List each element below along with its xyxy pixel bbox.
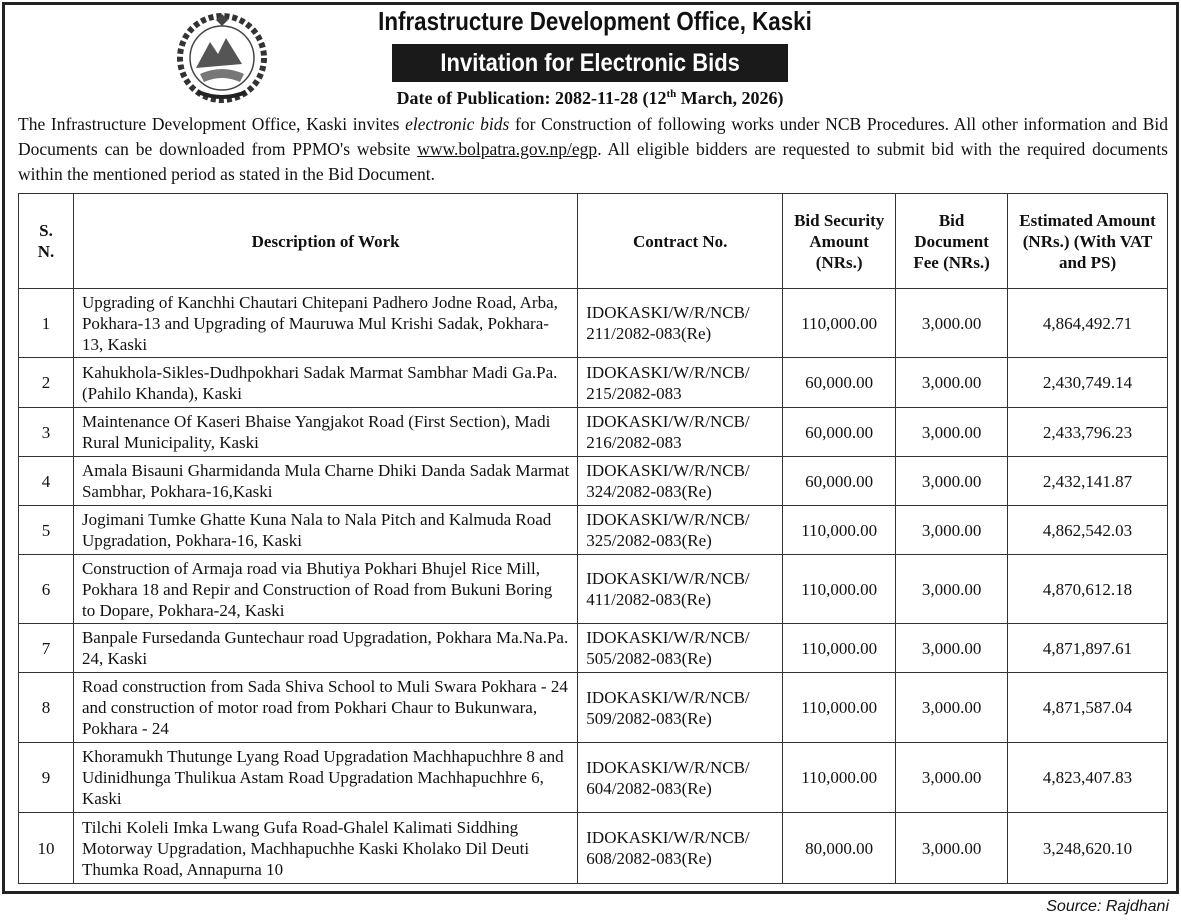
contract-cell: IDOKASKI/W/R/NCB/ 216/2082-083 xyxy=(578,408,783,457)
pubdate-suffix: March, 2026) xyxy=(676,88,784,108)
bid-security-cell: 60,000.00 xyxy=(783,358,896,408)
sn-cell: 8 xyxy=(19,673,74,743)
sn-cell: 4 xyxy=(19,457,74,506)
contract-cell: IDOKASKI/W/R/NCB/ 324/2082-083(Re) xyxy=(578,457,783,506)
bid-security-cell: 80,000.00 xyxy=(783,813,896,884)
contract-cell: IDOKASKI/W/R/NCB/ 211/2082-083(Re) xyxy=(578,289,783,358)
intro-text-1: The Infrastructure Development Office, Kaski invites xyxy=(18,114,406,134)
fee-cell: 3,000.00 xyxy=(896,457,1008,506)
estimate-cell: 4,864,492.71 xyxy=(1008,289,1168,358)
description-cell: Tilchi Koleli Imka Lwang Gufa Road-Ghalel Kalimati Siddhing Motorway Upgradation, Machhapuchhe Kaski Kholako Dil Deuti Thumka Road, Annapurna 10 xyxy=(73,813,577,884)
sn-cell: 10 xyxy=(19,813,74,884)
description-cell: Banpale Fursedanda Guntechaur road Upgradation, Pokhara Ma.Na.Pa. 24, Kaski xyxy=(73,624,577,673)
table-row xyxy=(19,624,1168,673)
table-row xyxy=(19,813,1168,884)
bid-security-cell: 110,000.00 xyxy=(783,624,896,673)
contract-cell: IDOKASKI/W/R/NCB/ 325/2082-083(Re) xyxy=(578,506,783,555)
table-row xyxy=(19,289,1168,358)
contract-cell: IDOKASKI/W/R/NCB/ 215/2082-083 xyxy=(578,358,783,408)
fee-cell: 3,000.00 xyxy=(896,673,1008,743)
estimate-cell: 2,432,141.87 xyxy=(1008,457,1168,506)
contract-cell: IDOKASKI/W/R/NCB/ 411/2082-083(Re) xyxy=(578,555,783,624)
table-row xyxy=(19,358,1168,408)
contract-cell: IDOKASKI/W/R/NCB/ 608/2082-083(Re) xyxy=(578,813,783,884)
intro-italic: electronic bids xyxy=(405,114,510,134)
intro-paragraph xyxy=(18,112,1168,187)
header-contract: Contract No. xyxy=(578,194,783,289)
bid-security-cell: 60,000.00 xyxy=(783,457,896,506)
office-title: Infrastructure Development Office, Kaski xyxy=(378,6,812,36)
bolpatra-link[interactable]: www.bolpatra.gov.np/egp xyxy=(417,139,598,159)
table-row xyxy=(19,408,1168,457)
estimate-cell: 4,823,407.83 xyxy=(1008,743,1168,813)
description-cell: Maintenance Of Kaseri Bhaise Yangjakot Road (First Section), Madi Rural Municipality, Kaski xyxy=(73,408,577,457)
sn-cell: 5 xyxy=(19,506,74,555)
nepal-emblem-icon xyxy=(176,12,268,104)
estimate-cell: 4,870,612.18 xyxy=(1008,555,1168,624)
invitation-banner xyxy=(392,44,788,82)
fee-cell: 3,000.00 xyxy=(896,506,1008,555)
description-cell: Kahukhola-Sikles-Dudhpokhari Sadak Marmat Sambhar Madi Ga.Pa. (Pahilo Khanda), Kaski xyxy=(73,358,577,408)
publication-date xyxy=(300,88,880,109)
estimate-cell: 4,871,897.61 xyxy=(1008,624,1168,673)
description-cell: Construction of Armaja road via Bhutiya Pokhari Bhujel Rice Mill, Pokhara 18 and Repir and Construction of Road from Bukuni Boring to Dopare, Pokhara-24, Kaski xyxy=(73,555,577,624)
intro-text-2: for Construction of following works under NCB Procedures. All other information and Bid Documents can be downloaded from PPMO's website xyxy=(18,114,1168,159)
fee-cell: 3,000.00 xyxy=(896,624,1008,673)
contract-cell: IDOKASKI/W/R/NCB/ 604/2082-083(Re) xyxy=(578,743,783,813)
table-row xyxy=(19,743,1168,813)
contract-cell: IDOKASKI/W/R/NCB/ 509/2082-083(Re) xyxy=(578,673,783,743)
description-cell: Khoramukh Thutunge Lyang Road Upgradation Machhapuchhre 8 and Udinidhunga Thulikua Astam Road Upgradation Machhapuchhre 6, Kaski xyxy=(73,743,577,813)
bid-security-cell: 60,000.00 xyxy=(783,408,896,457)
sn-cell: 6 xyxy=(19,555,74,624)
bid-security-cell: 110,000.00 xyxy=(783,289,896,358)
pubdate-sup: th xyxy=(666,88,677,100)
description-cell: Road construction from Sada Shiva School to Muli Swara Pokhara - 24 and construction of motor road from Pokhari Chaur to Bukunwara, Pokhara - 24 xyxy=(73,673,577,743)
description-cell: Upgrading of Kanchhi Chautari Chitepani Padhero Jodne Road, Arba, Pokhara-13 and Upgrading of Mauruwa Mul Krishi Sadak, Pokhara-13, Kaski xyxy=(73,289,577,358)
header-fee: Bid Document Fee (NRs.) xyxy=(896,194,1008,289)
bids-table xyxy=(18,193,1168,884)
source-credit: Source: Rajdhani xyxy=(1046,898,1169,915)
fee-cell: 3,000.00 xyxy=(896,555,1008,624)
fee-cell: 3,000.00 xyxy=(896,289,1008,358)
description-cell: Amala Bisauni Gharmidanda Mula Charne Dhiki Danda Sadak Marmat Sambhar, Pokhara-16,Kaski xyxy=(73,457,577,506)
header-sn: S. N. xyxy=(19,194,74,289)
sn-cell: 9 xyxy=(19,743,74,813)
sn-cell: 1 xyxy=(19,289,74,358)
sn-cell: 2 xyxy=(19,358,74,408)
table-row xyxy=(19,555,1168,624)
bid-security-cell: 110,000.00 xyxy=(783,673,896,743)
header-bid-security: Bid Security Amount (NRs.) xyxy=(783,194,896,289)
contract-cell: IDOKASKI/W/R/NCB/ 505/2082-083(Re) xyxy=(578,624,783,673)
estimate-cell: 3,248,620.10 xyxy=(1008,813,1168,884)
table-row xyxy=(19,457,1168,506)
sn-cell: 3 xyxy=(19,408,74,457)
estimate-cell: 4,862,542.03 xyxy=(1008,506,1168,555)
fee-cell: 3,000.00 xyxy=(896,408,1008,457)
estimate-cell: 4,871,587.04 xyxy=(1008,673,1168,743)
banner-text: Invitation for Electronic Bids xyxy=(440,49,740,77)
pubdate-prefix: Date of Publication: 2082-11-28 (12 xyxy=(396,88,667,108)
description-cell: Jogimani Tumke Ghatte Kuna Nala to Nala Pitch and Kalmuda Road Upgradation, Pokhara-16, Kaski xyxy=(73,506,577,555)
bid-security-cell: 110,000.00 xyxy=(783,743,896,813)
bid-security-cell: 110,000.00 xyxy=(783,555,896,624)
table-header-row xyxy=(19,194,1168,289)
fee-cell: 3,000.00 xyxy=(896,358,1008,408)
table-row xyxy=(19,506,1168,555)
intro-text-3: . All eligible bidders are requested to submit bid with the required documents within the mentioned period as stated in the Bid Document. xyxy=(18,139,1168,184)
fee-cell: 3,000.00 xyxy=(896,813,1008,884)
bid-security-cell: 110,000.00 xyxy=(783,506,896,555)
estimate-cell: 2,430,749.14 xyxy=(1008,358,1168,408)
table-row xyxy=(19,673,1168,743)
header-description: Description of Work xyxy=(73,194,577,289)
header-estimate: Estimated Amount (NRs.) (With VAT and PS) xyxy=(1008,194,1168,289)
sn-cell: 7 xyxy=(19,624,74,673)
fee-cell: 3,000.00 xyxy=(896,743,1008,813)
estimate-cell: 2,433,796.23 xyxy=(1008,408,1168,457)
